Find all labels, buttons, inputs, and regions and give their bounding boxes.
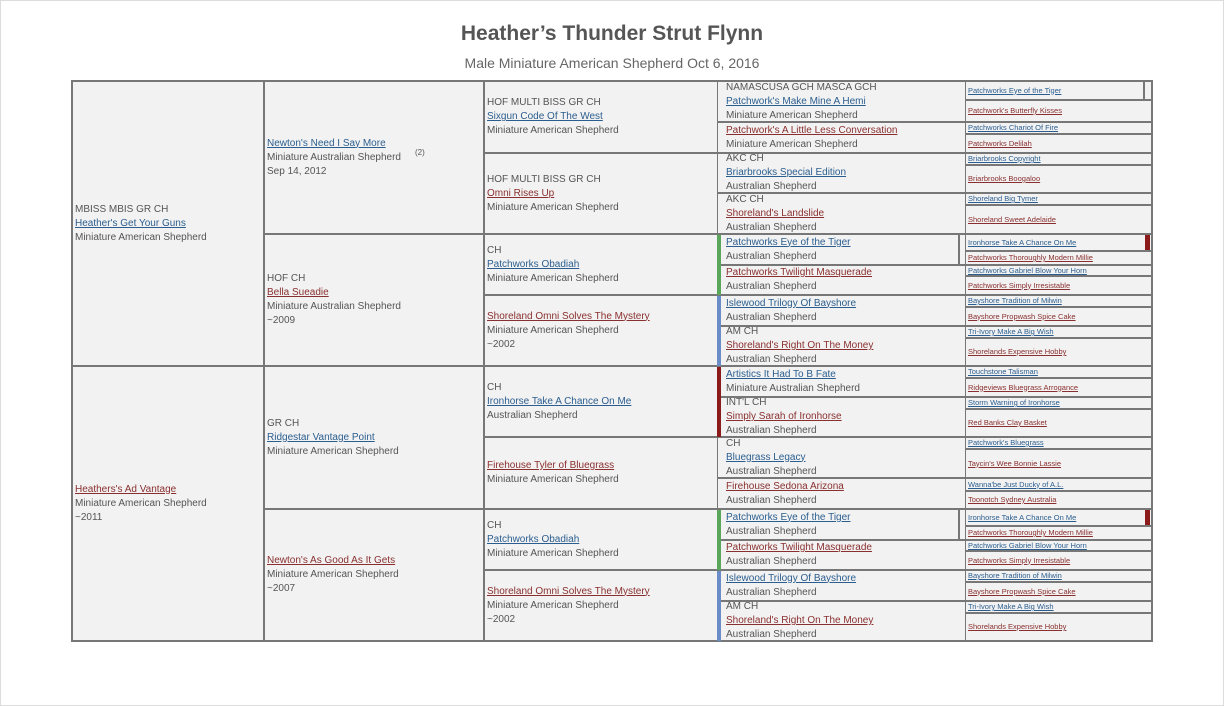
pedigree-link[interactable]: Bella Sueadie <box>267 287 329 298</box>
pedigree-link[interactable]: Toonotch Sydney Australia <box>968 495 1057 504</box>
pedigree-link[interactable]: Patchworks Obadiah <box>487 258 580 270</box>
pedigree-link[interactable]: Simply Sarah of Ironhorse <box>726 411 842 422</box>
pedigree-link[interactable]: Firehouse Tyler of Bluegrass <box>487 460 615 471</box>
pedigree-link[interactable]: Shoreland Omni Solves The Mystery <box>487 585 650 597</box>
pedigree-gen4-cell: CH Bluegrass Legacy Australian Shepherd <box>717 436 967 479</box>
pedigree-link[interactable]: Wanna'be Just Ducky of A.L. <box>968 479 1064 489</box>
pedigree-link[interactable]: Patchworks Obadiah <box>487 533 580 545</box>
pedigree-link[interactable]: Shoreland's Right On The Money <box>726 340 874 351</box>
pedigree-link[interactable]: Patchworks Simply Irresistable <box>968 555 1071 565</box>
pedigree-dam: Heathers's Ad Vantage Miniature American Shepherd ~2011 <box>71 365 265 642</box>
page-subtitle: Male Miniature American Shepherd Oct 6, 2016 <box>464 55 760 71</box>
pedigree-link[interactable]: Bayshore Tradition of Milwin <box>968 296 1062 305</box>
pedigree-link[interactable]: Shorelands Expensive Hobby <box>968 347 1067 356</box>
pedigree-gen3-cell: CH Patchworks Obadiah Miniature American Shepherd <box>483 233 723 296</box>
pedigree-link[interactable]: Bayshore Propwash Spice Cake <box>968 311 1076 321</box>
pedigree-link[interactable]: Bayshore Tradition of Milwin <box>968 571 1062 580</box>
pedigree-gen3-cell: CH Patchworks Obadiah Miniature American Shepherd <box>483 508 723 571</box>
pedigree-link[interactable]: Artistics It Had To B Fate <box>726 368 836 380</box>
pedigree-gen5-cell <box>965 581 1153 602</box>
pedigree-link[interactable]: Patchwork's Butterfly Kisses <box>968 106 1062 115</box>
pedigree-link[interactable]: Patchworks Eye of the Tiger <box>968 85 1062 95</box>
pedigree-link[interactable]: Taycin's Wee Bonnie Lassie <box>968 458 1062 468</box>
marker-line <box>1143 82 1145 99</box>
pedigree-link[interactable]: Patchworks Simply Irresistable <box>968 280 1071 290</box>
pedigree-gen4-cell: NAMASCUSA GCH MASCA GCH Patchwork's Make Mine A Hemi Miniature American Shepherd <box>717 80 967 123</box>
pedigree-gen5-cell <box>965 99 1153 123</box>
pedigree-link[interactable]: Ridgestar Vantage Point <box>267 431 375 443</box>
color-bar <box>717 510 721 570</box>
pedigree-link[interactable]: Patchworks Twilight Masquerade <box>726 542 872 553</box>
pedigree-gen4-cell: Artistics It Had To B Fate Miniature Australian Shepherd <box>717 365 967 398</box>
pedigree-link[interactable]: Shoreland Sweet Adelaide <box>968 214 1056 224</box>
pedigree-gen2-cell: HOF CH Bella Sueadie Miniature Australian Shepherd ~2009 <box>263 233 485 367</box>
pedigree-link[interactable]: Briarbrooks Special Edition <box>726 167 847 178</box>
pedigree-link[interactable]: Patchworks Chariot Of Fire <box>968 123 1059 132</box>
pedigree-link[interactable]: Ironhorse Take A Chance On Me <box>968 237 1077 247</box>
pedigree-gen4-cell: Patchworks Eye of the Tiger Australian Shepherd <box>717 233 967 266</box>
pedigree-link[interactable]: Ironhorse Take A Chance On Me <box>968 512 1077 522</box>
pedigree-gen5-cell <box>965 133 1153 154</box>
pedigree-gen3-cell: HOF MULTI BISS GR CH Omni Rises Up Miniature American Shepherd <box>483 152 723 235</box>
pedigree-gen5-cell <box>965 164 1153 194</box>
pedigree-link[interactable]: Patchworks Eye of the Tiger <box>726 236 851 248</box>
pedigree-gen4-cell: Islewood Trilogy Of Bayshore Australian Shepherd <box>717 569 967 602</box>
pedigree-link[interactable]: Shoreland Omni Solves The Mystery <box>487 310 650 322</box>
pedigree-gen4-cell: AKC CH Shoreland's Landslide Australian Shepherd <box>717 192 967 235</box>
pedigree-link[interactable]: Tri-Ivory Make A Big Wish <box>968 327 1054 336</box>
pedigree-gen4-cell: Patchworks Twilight Masquerade Australian Shepherd <box>717 539 967 571</box>
pedigree-gen4-cell: Patchworks Eye of the Tiger Australian Shepherd <box>717 508 967 541</box>
pedigree-gen3-cell: HOF MULTI BISS GR CH Sixgun Code Of The West Miniature American Shepherd <box>483 80 723 154</box>
pedigree-gen3-cell: Firehouse Tyler of Bluegrass Miniature American Shepherd <box>483 436 723 510</box>
color-bar <box>717 367 721 437</box>
pedigree-link[interactable]: Heathers's Ad Vantage <box>75 483 177 495</box>
pedigree-link[interactable]: Omni Rises Up <box>487 187 555 199</box>
page-title: Heather’s Thunder Strut Flynn <box>460 22 764 45</box>
pedigree-link[interactable]: Islewood Trilogy Of Bayshore <box>726 297 857 309</box>
pedigree-link[interactable]: Red Banks Clay Basket <box>968 418 1047 427</box>
pedigree-link[interactable]: Newton's As Good As It Gets <box>267 555 396 566</box>
color-bar <box>717 296 721 366</box>
pedigree-link[interactable]: Heather's Get Your Guns <box>75 217 186 229</box>
pedigree-gen5-cell <box>965 550 1153 571</box>
pedigree-gen3-cell: CH Ironhorse Take A Chance On Me Australian Shepherd <box>483 365 723 438</box>
red-marker <box>1145 235 1150 250</box>
pedigree-link[interactable]: Shoreland Big Tymer <box>968 194 1038 203</box>
pedigree-gen3-cell: Shoreland Omni Solves The Mystery Miniature American Shepherd ~2002 <box>483 569 723 642</box>
pedigree-link[interactable]: Patchworks Thoroughly Modern Millie <box>968 528 1093 537</box>
pedigree-link[interactable]: Shorelands Expensive Hobby <box>968 622 1067 631</box>
pedigree-link[interactable]: Ironhorse Take A Chance On Me <box>487 395 632 407</box>
pedigree-link[interactable]: Newton's Need I Say More <box>267 137 386 149</box>
pedigree-gen5-cell <box>965 275 1153 296</box>
marker-line <box>958 235 960 264</box>
pedigree-gen4-cell: Islewood Trilogy Of Bayshore Australian Shepherd <box>717 294 967 327</box>
pedigree-link[interactable]: Patchworks Thoroughly Modern Millie <box>968 253 1093 262</box>
pedigree-gen4-cell: INT'L CH Simply Sarah of Ironhorse Australian Shepherd <box>717 396 967 438</box>
pedigree-gen4-cell: AKC CH Briarbrooks Special Edition Australian Shepherd <box>717 152 967 194</box>
pedigree-link[interactable]: Patchworks Gabriel Blow Your Horn <box>968 540 1087 550</box>
pedigree-gen5-cell <box>965 337 1153 367</box>
litter-count-note: (2) <box>415 148 425 157</box>
pedigree-link[interactable]: Patchworks Gabriel Blow Your Horn <box>968 265 1087 275</box>
pedigree-link[interactable]: Touchstone Talisman <box>968 367 1038 376</box>
pedigree-link[interactable]: Patchwork's Make Mine A Hemi <box>726 95 866 107</box>
pedigree-sire: MBISS MBIS GR CH Heather's Get Your Guns Miniature American Shepherd <box>71 80 265 367</box>
pedigree-link[interactable]: Bluegrass Legacy <box>726 451 806 463</box>
pedigree-gen4-cell: AM CH Shoreland's Right On The Money Australian Shepherd <box>717 325 967 367</box>
pedigree-gen4-cell: AM CH Shoreland's Right On The Money Australian Shepherd <box>717 600 967 642</box>
pedigree-gen3-cell: Shoreland Omni Solves The Mystery Miniature American Shepherd ~2002 <box>483 294 723 367</box>
pedigree-gen5-cell <box>965 306 1153 327</box>
pedigree-link[interactable]: Tri-Ivory Make A Big Wish <box>968 602 1054 611</box>
pedigree-gen5-cell <box>965 80 1153 101</box>
pedigree-link[interactable]: Patchworks Eye of the Tiger <box>726 511 851 523</box>
pedigree-link[interactable]: Patchworks Delilah <box>968 138 1032 148</box>
pedigree-gen2-cell: GR CH Ridgestar Vantage Point Miniature American Shepherd <box>263 365 485 510</box>
pedigree-link[interactable]: Patchworks Twilight Masquerade <box>726 267 872 278</box>
pedigree-gen5-cell <box>965 204 1153 235</box>
pedigree-gen5-cell <box>965 490 1153 510</box>
pedigree-link[interactable]: Briarbrooks Copyright <box>968 154 1041 163</box>
pedigree-gen2-cell: Newton's Need I Say More Miniature Australian Shepherd Sep 14, 2012 <box>263 80 485 235</box>
pedigree-gen4-cell: Patchwork's A Little Less Conversation Miniature American Shepherd <box>717 121 967 154</box>
pedigree-link[interactable]: Islewood Trilogy Of Bayshore <box>726 572 857 584</box>
pedigree-link[interactable]: Patchwork's A Little Less Conversation <box>726 124 898 136</box>
pedigree-gen5-cell <box>965 612 1153 642</box>
pedigree-link[interactable]: Patchwork's Bluegrass <box>968 438 1044 447</box>
pedigree-gen5-cell <box>965 408 1153 438</box>
pedigree-gen5-cell <box>965 448 1153 479</box>
pedigree-link[interactable]: Ridgeviews Bluegrass Arrogance <box>968 382 1079 392</box>
pedigree-gen2-cell: Newton's As Good As It Gets Miniature American Shepherd ~2007 <box>263 508 485 642</box>
pedigree-gen5-cell <box>965 377 1153 398</box>
marker-line <box>958 510 960 539</box>
color-bar <box>717 235 721 295</box>
pedigree-link[interactable]: Shoreland's Right On The Money <box>726 615 874 626</box>
pedigree-link[interactable]: Shoreland's Landslide <box>726 207 825 219</box>
red-marker <box>1145 510 1150 525</box>
color-bar <box>717 571 721 641</box>
pedigree-link[interactable]: Storm Warning of Ironhorse <box>968 398 1060 407</box>
pedigree-link[interactable]: Firehouse Sedona Arizona <box>726 480 844 492</box>
pedigree-link[interactable]: Briarbrooks Boogaloo <box>968 174 1041 183</box>
pedigree-link[interactable]: Sixgun Code Of The West <box>487 111 603 122</box>
pedigree-gen4-cell: Firehouse Sedona Arizona Australian Shepherd <box>717 477 967 510</box>
pedigree-link[interactable]: Bayshore Propwash Spice Cake <box>968 586 1076 596</box>
pedigree-gen4-cell: Patchworks Twilight Masquerade Australian Shepherd <box>717 264 967 296</box>
